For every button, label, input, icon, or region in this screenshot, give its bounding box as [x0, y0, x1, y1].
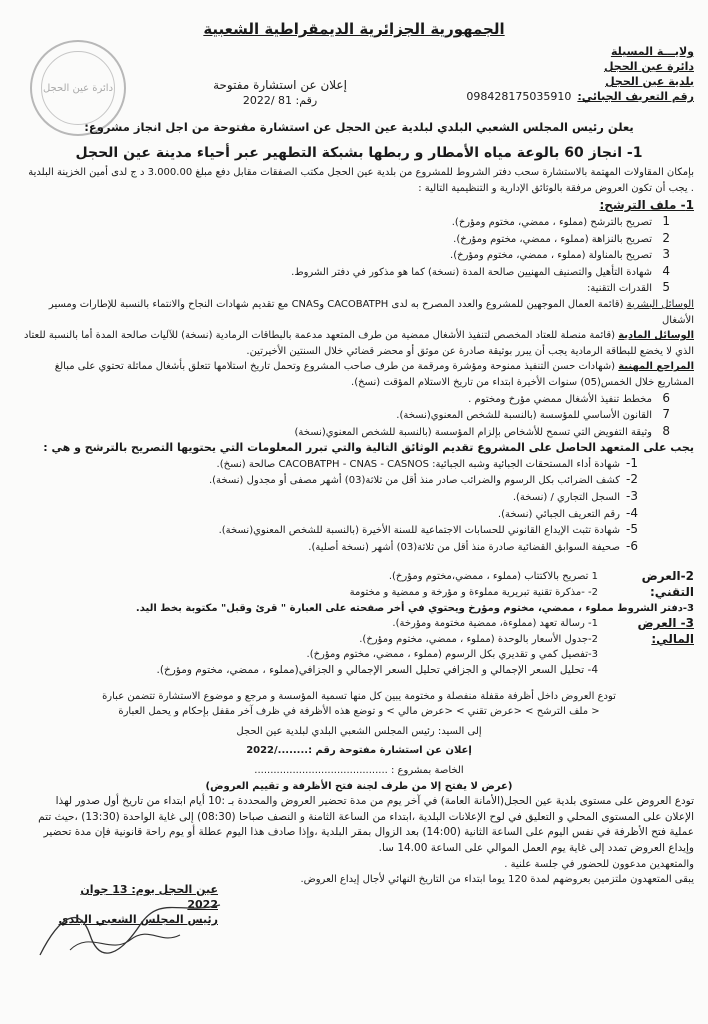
- wilaya: ولايـــة المسيلة: [610, 45, 694, 58]
- daira: دائرة عين الحجل: [603, 60, 694, 73]
- envelope-project: الخاصة بمشروع : ..........................................: [254, 764, 464, 776]
- list-item: 3تصريح بالمناولة (مملوء ، ممضي، مختوم ومؤرخ).: [450, 247, 670, 262]
- list-item: 1 تصريح بالاكتتاب (مملوء ، ممضي،مختوم ومؤرخ).: [388, 571, 598, 583]
- commune: بلدية عين الحجل: [605, 75, 694, 88]
- candidature-heading: 1- ملف الترشح:: [599, 198, 694, 213]
- list-item: 7القانون الأساسي للمؤسسة (بالنسبة للشخص المعنوي(نسخة).: [396, 407, 670, 422]
- administration-block: [466, 44, 694, 104]
- handwritten-signature: [30, 895, 230, 965]
- list-item: 2تصريح بالنزاهة (مملوء ، ممضي، مختوم ومؤرخ).: [453, 230, 670, 245]
- validity: يبقى المتعهدون ملتزمين بعروضهم لمدة 120 يوما ابتداء من التاريخ النهائي لأجال إيداع العروض.: [300, 874, 694, 886]
- intro-paragraph: بإمكان المقاولات المهتمة بالاستشارة سحب دفتر الشروط للمشروع من بلدية عين الحجل مكتب الصفقات مقابل دفع مبلغ 3.000.00 د ج لدى أمين الخزينة البلدية . يجب أن تكون العروض مرفقة بالوثائق الإدارية و التنظيمية التالية :: [28, 167, 694, 194]
- nif-label: رقم التعريف الجبائي:: [577, 90, 694, 103]
- list-item: 2-كشف الضرائب بكل الرسوم والضرائب صادر منذ أقل من ثلاثة(03) أشهر مصفى أو مجدول (نسخة).: [208, 472, 638, 487]
- list-item: 4- تحليل السعر الإجمالي و الجزافي تحليل السعر الإجمالي و الجزافي(مملوء ، ممضي، مختوم ومؤرخ).: [156, 664, 598, 676]
- project-title: 1- انجاز 60 بالوعة مياه الأمطار و ربطها بشبكة التطهير عبر أحياء مدينة عين الحجل: [75, 144, 643, 161]
- list-item: 3-دفتر الشروط مملوء ، ممضي، مختوم ومؤرخ ويحتوي في أخر صفحته على العبارة " قرئ وقبل" مكتوبة بخط اليد.: [135, 602, 694, 614]
- deposit-line-1: تودع العروض داخل أظرفة مقفلة منفصلة و مختومة يبين كل منها تسمية المؤسسة و مرجع و موضوع الاستشارة تتضمن عبارة: [102, 690, 616, 702]
- deposit-line-2: < ملف الترشح > <عرض تقني > <عرض مالي > و توضع هذه الأظرفة في ظرف آخر مقفل بإحكام و يحمل العبارة: [118, 706, 600, 718]
- technical-offer: [24, 569, 694, 616]
- winner-heading: يجب على المتعهد الحاصل على المشروع تقديم الوثائق التالية والتي تبرر المعلومات التي يحتويها التصريح بالترشح و هي :: [43, 441, 694, 455]
- addressee: إلى السيد: رئيس المجلس الشعبي البلدي لبلدية عين الحجل: [236, 725, 482, 737]
- financial-offer: [24, 616, 694, 678]
- list-item: 2-جدول الأسعار بالوحدة (مملوء ، ممضي، مختوم ومؤرخ).: [359, 633, 598, 645]
- financial-label: 3- العرض المالي:: [637, 616, 694, 646]
- list-item: 1- رسالة تعهد (مملوءة، ممضية مختومة ومؤرخة).: [392, 618, 598, 630]
- signatory-title: رئيس المجلس الشعبي البلدي: [58, 913, 218, 926]
- announcement-title: إعلان عن استشارة مفتوحة: [213, 78, 347, 92]
- list-item: 4شهادة التأهيل والتصنيف المهنيين صالحة المدة (نسخة) كما هو مذكور في دفتر الشروط.: [291, 263, 670, 278]
- list-item: 8وثيقة التفويض التي تسمح للأشخاص بإلزام المؤسسة (بالنسبة للشخص المعنوي(نسخة): [294, 423, 670, 438]
- stamp-text: دائرة عين الحجل: [42, 82, 114, 94]
- list-item: 3-السجل التجاري / (نسخة).: [512, 489, 638, 504]
- list-item: 5-شهادة تثبت الإيداع القانوني للحسابات الاجتماعية للسنة الأخيرة (بالنسبة للشخص المعنوي(نسخة).: [218, 522, 638, 537]
- place-date: عين الحجل يوم: 13 جوان 2022: [80, 883, 218, 911]
- deposit-paragraph: تودع العروض على مستوى بلدية عين الحجل(الأمانة العامة) في آخر يوم من مدة تحضير العروض والمحددة بـ :10 أيام ابتداء من تاريخ أول صدور لهذا الإعلان على المستوى المحلي و التعليق في لوح الإعلانات البلدية ،ابتداء من الساعة الثامنة و النصف صباحا (08:30) إلى غاية الواحدة (13:30) ،حيث تتم عملية فتح الأظرفة في نفس اليوم على الساعة الثانية (14:00) بعد الزوال بمقر البلدية ،وإذا صادف هذا اليوم عطلة أو يوم راحة قانونية فإن مدة تحضير وإيداع العروض تمدد إلى غاية يوم العمل الموالي على الساعة 14.00 سا.: [38, 795, 694, 854]
- list-item: 6مخطط تنفيذ الأشغال ممضي مؤرخ ومختوم .: [468, 390, 670, 405]
- candidature-list: [24, 214, 694, 297]
- nif-value: 098428175035910: [466, 90, 572, 103]
- winner-list: [24, 456, 694, 556]
- list-item: 6-صحيفة السوابق القضائية صادرة منذ أقل من ثلاثة(03) أشهر (نسخة أصلية).: [308, 538, 638, 553]
- intro: يعلن رئيس المجلس الشعبي البلدي لبلدية عين الحجل عن استشارة مفتوحة من اجل انجاز مشروع:: [84, 120, 634, 134]
- list-item: 1-شهادة أداء المستحقات الجبائية وشبه الجبائية: CACOBATPH - CNAS - CASNOS صالحة (نسخ).: [216, 455, 638, 470]
- material-means: الوسائل المادية (قائمة منصلة للعتاد المخصص لتنفيذ الأشغال ممضية من طرف المتعهد مدعمة بالبطاقات الرمادية (نسخة) للآليات صالحة المدة أما بالنسبة للعتاد الذي لا يخضع للبطاقة الرمادية يجب أن يبرر بوثيقة صادرة عن موثق أو محضر قضائي خلال السنتين الأخيرتين.: [23, 330, 694, 357]
- announcement-ref: رقم: 81 /2022: [242, 94, 318, 107]
- professional-references: المراجع المهنية (شهادات حسن التنفيذ ممنوحة ومؤشرة ومرقمة من طرف صاحب المشروع وتحمل تاريخ استلامها تتعلق بأشغال مماثلة تحتوي على مبالغ المشاريع خلال الخمس(05) سنوات الأخيرة ابتداء من تاريخ الاستلام المؤقت (نسخ).: [54, 361, 694, 388]
- technical-label: 2-العرض التقني:: [641, 569, 694, 600]
- public-session: والمتعهدين مدعوون للحضور في جلسة علنية .: [504, 858, 694, 870]
- list-item: 3-تفصيل كمي و تقديري بكل الرسوم (مملوء ، ممضي، مختوم ومؤرخ).: [306, 649, 598, 661]
- envelope-ann-ref: إعلان عن استشارة مفتوحة رقم :......../2022: [246, 745, 472, 757]
- list-item: 2- -مذكرة تقنية تبريرية مملوءة و مؤرخة و ممضية و مختومة: [349, 587, 598, 599]
- list-item: 1تصريح بالترشح (مملوء ، ممضي، مختوم ومؤرخ).: [451, 213, 670, 228]
- candidature-list-2: [24, 391, 694, 441]
- envelope-notice: (عرض لا يفتح إلا من طرف لجنة فتح الأظرفة و تقييم العروض): [205, 780, 513, 792]
- list-item: 5القدرات التقنية:: [587, 280, 670, 295]
- document-body: [24, 120, 694, 888]
- list-item: 4-رقم التعريف الجبائي (نسخة).: [497, 505, 638, 520]
- republic-title: الجمهورية الجزائرية الديمقراطية الشعبية: [203, 20, 505, 38]
- announcement-block: [205, 78, 355, 108]
- human-means: الوسائل البشرية (قائمة العمال الموجهين للمشروع والعدد المصرح به لدى CACOBATPH وCNAS مع تقديم شهادات النجاح والانتماء بالنسبة للإطارات ومسير الأشغال: [48, 298, 694, 326]
